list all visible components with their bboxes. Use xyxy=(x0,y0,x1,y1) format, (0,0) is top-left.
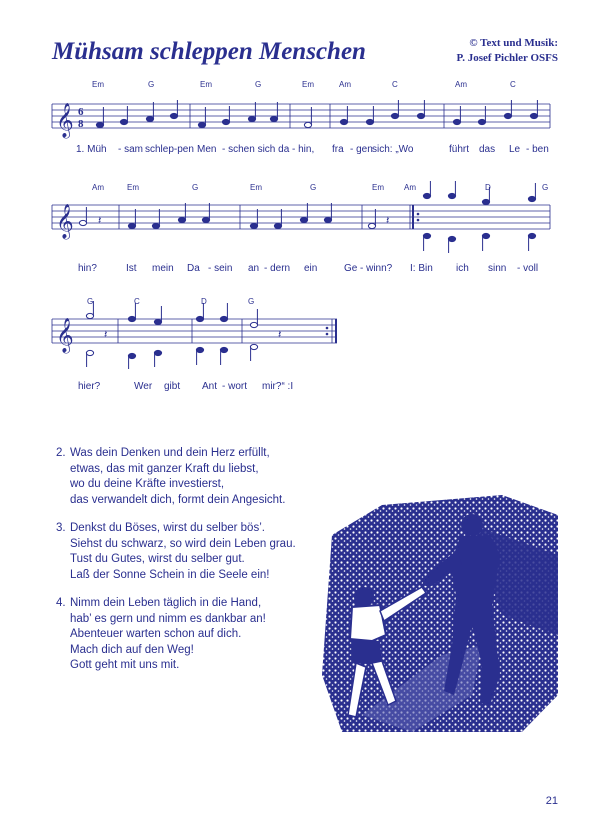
verse-line: Abenteuer warten schon auf dich. xyxy=(70,628,242,640)
lyric: hier? xyxy=(78,381,101,392)
chord: Em xyxy=(127,183,139,192)
music-system-2 xyxy=(52,183,552,283)
song-title: Mühsam schleppen Menschen xyxy=(52,38,366,65)
lyric: fra xyxy=(332,144,344,155)
lyric: Da xyxy=(187,263,200,274)
lyric: 1. Müh xyxy=(76,144,107,155)
chord: Em xyxy=(302,80,314,89)
lyric: mein xyxy=(152,263,174,274)
verses xyxy=(56,446,296,687)
chord: D xyxy=(485,183,491,192)
treble-clef-icon: 𝄞 xyxy=(56,204,74,239)
lyric: Ant xyxy=(202,381,218,392)
lyric: mir?“ :I xyxy=(262,381,294,392)
chord: G xyxy=(310,183,317,192)
lyric: - gen xyxy=(350,144,373,155)
photo-father-child-walking xyxy=(322,495,558,732)
lyric: - sam xyxy=(118,144,143,155)
verse-4 xyxy=(56,596,296,674)
chord: G xyxy=(148,80,155,89)
verse-number: 3. xyxy=(56,522,66,534)
page-number: 21 xyxy=(545,795,558,807)
chord: G xyxy=(192,183,199,192)
lyric: ein xyxy=(304,263,318,274)
svg-text:8: 8 xyxy=(78,118,84,130)
chord: G xyxy=(248,297,255,306)
svg-text:𝄽: 𝄽 xyxy=(104,329,108,341)
lyric: Men xyxy=(197,144,217,155)
chord: C xyxy=(510,80,516,89)
lyric: schlep-pen xyxy=(145,144,194,155)
verse-line: wo du deine Kräfte investierst, xyxy=(70,478,225,490)
verse-number: 4. xyxy=(56,597,66,609)
credit xyxy=(457,36,558,66)
chord: G xyxy=(542,183,549,192)
verse-line: hab’ es gern und nimm es dankbar an! xyxy=(70,612,266,625)
lyric: an xyxy=(248,263,260,274)
lyric: Ist xyxy=(126,263,137,274)
staff-3 xyxy=(52,301,342,373)
verse-line: Tust du Gutes, wirst du selber gut. xyxy=(70,553,245,565)
chord: C xyxy=(134,297,140,306)
verse-line: Was dein Denken und dein Herz erfüllt, xyxy=(70,447,270,459)
svg-text:6: 6 xyxy=(78,106,84,118)
staff-2 xyxy=(52,187,552,259)
verse-line: Denkst du Böses, wirst du selber bös’. xyxy=(70,522,265,534)
music-system-1 xyxy=(52,80,552,170)
chord: Em xyxy=(372,183,384,192)
verse-line: Nimm dein Leben täglich in die Hand, xyxy=(70,597,262,609)
verse-2 xyxy=(56,446,296,508)
treble-clef-icon: 𝄞 xyxy=(56,318,74,353)
lyric: sinn xyxy=(488,263,507,274)
lyric: - winn? xyxy=(360,263,393,274)
verse-3 xyxy=(56,521,296,583)
lyric: - sein xyxy=(208,263,233,274)
svg-text:𝄽: 𝄽 xyxy=(386,215,390,227)
lyric: sich: „Wo xyxy=(372,144,414,155)
chord-row-1 xyxy=(52,80,552,94)
verse-number: 2. xyxy=(56,447,66,459)
lyric: - dern xyxy=(264,263,291,274)
lyric: - voll xyxy=(517,263,539,274)
lyric: - hin, xyxy=(292,144,315,155)
chord: Am xyxy=(92,183,104,192)
chord: Em xyxy=(92,80,104,89)
credit-line-1: © Text und Musik: xyxy=(469,37,558,49)
verse-line: Laß der Sonne Schein in die Seele ein! xyxy=(70,568,270,581)
chord: Am xyxy=(455,80,467,89)
treble-clef-icon: 𝄞 xyxy=(56,103,74,138)
chord: D xyxy=(201,297,207,306)
verse-line: das verwandelt dich, formt dein Angesicht. xyxy=(70,493,286,506)
chord: Em xyxy=(200,80,212,89)
lyric: hin? xyxy=(78,263,97,274)
credit-line-2: P. Josef Pichler OSFS xyxy=(456,52,558,64)
verse-line: etwas, das mit ganzer Kraft du liebst, xyxy=(70,462,259,475)
lyric: Wer xyxy=(134,381,153,392)
lyric: gibt xyxy=(164,381,181,392)
chord: Em xyxy=(250,183,262,192)
verse-line: Mach dich auf den Weg! xyxy=(70,643,194,656)
chord: C xyxy=(392,80,398,89)
svg-text:𝄽: 𝄽 xyxy=(278,329,282,341)
verse-line: Siehst du schwarz, so wird dein Leben grau. xyxy=(70,537,296,550)
lyric: führt xyxy=(449,144,470,155)
lyric: ich xyxy=(456,263,469,274)
lyric: das xyxy=(479,144,496,155)
chord: G xyxy=(255,80,262,89)
verse-line: Gott geht mit uns mit. xyxy=(70,659,180,671)
chord: Am xyxy=(339,80,351,89)
lyric: Le xyxy=(509,144,521,155)
lyric: - wort xyxy=(222,381,247,392)
lyric: - schen sich da xyxy=(222,144,290,155)
chord: Am xyxy=(404,183,416,192)
lyric: - ben xyxy=(526,144,549,155)
svg-text:𝄽: 𝄽 xyxy=(98,215,102,227)
music-system-3 xyxy=(52,297,342,397)
lyric: Ge xyxy=(344,263,358,274)
lyric: I: Bin xyxy=(410,263,433,274)
chord: G xyxy=(87,297,94,306)
